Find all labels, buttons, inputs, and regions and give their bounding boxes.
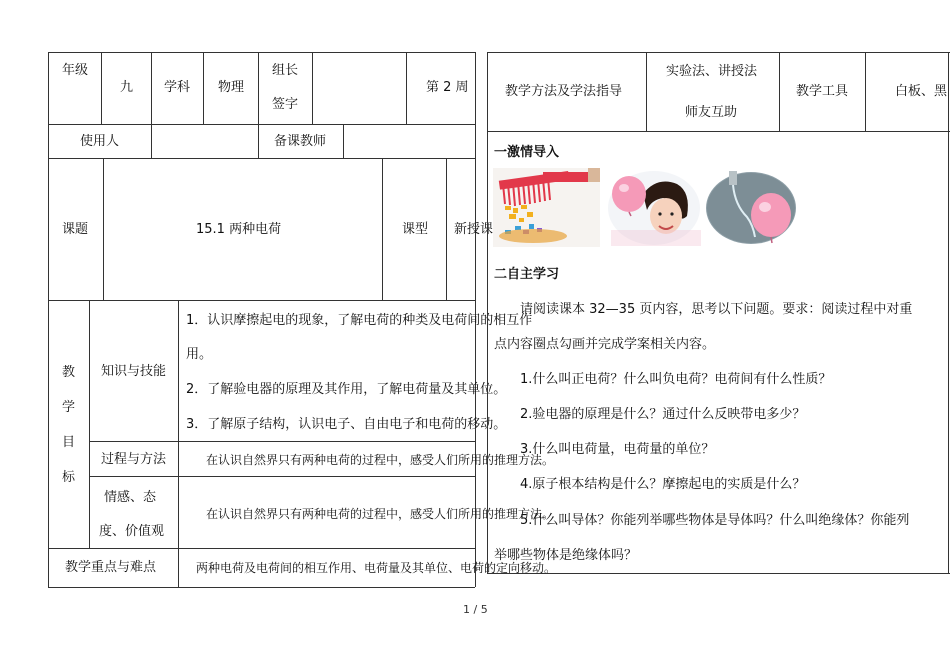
question-item: 5.什么叫导体？你能列举哪些物体是导体吗？什么叫绝缘体？你能列 [520,513,910,528]
subject-label: 学科 [164,80,191,95]
method-value: 师友互助 [685,105,738,120]
grade-label: 年级 [62,63,89,78]
goals-label-char: 标 [62,470,76,485]
table-rule [487,52,488,573]
table-rule [48,52,475,53]
table-rule [48,587,475,588]
table-rule [89,441,475,442]
table-rule [312,52,313,124]
comb-paper-image [493,168,600,247]
key-points-label: 教学重点与难点 [65,560,157,575]
process-text: 在认识自然界只有两种电荷的过程中，感受人们所用的推理方法。 [206,453,555,467]
table-rule [948,52,949,573]
knowledge-item: 用。 [186,347,213,362]
page-number: 1 / 5 [463,603,488,616]
question-item: 2.验电器的原理是什么？通过什么反映带电多少？ [520,407,806,422]
table-rule [343,124,344,158]
table-rule [487,131,950,132]
table-rule [151,52,152,158]
process-label: 过程与方法 [101,452,167,467]
table-rule [487,573,950,574]
leader-sign-label: 组长 [272,63,299,78]
table-rule [406,52,407,124]
goals-label-char: 目 [62,435,76,450]
table-rule [446,158,447,300]
goals-label-char: 教 [62,365,76,380]
emotion-label: 度、价值观 [99,524,165,539]
lesson-type-value: 新授课 [454,222,494,237]
question-item: 4.原子根本结构是什么？摩擦起电的实质是什么？ [520,477,806,492]
table-rule [89,300,90,548]
table-rule [48,300,475,301]
table-rule [646,52,647,131]
instruction-line: 点内容圈点勾画并完成学案相关内容。 [494,337,716,352]
knowledge-item: 2．了解验电器的原理及其作用，了解电荷量及其单位。 [186,382,507,397]
tools-label: 教学工具 [796,84,849,99]
prep-teacher-label: 备课教师 [274,134,327,149]
table-rule [779,52,780,131]
goals-label-char: 学 [62,400,76,415]
lesson-type-label: 课型 [402,222,429,237]
section-title-intro: 一激情导入 [494,145,560,160]
grade-value: 九 [120,80,134,95]
emotion-text: 在认识自然界只有两种电荷的过程中，感受人们所用的推理方法。 [206,507,555,521]
knowledge-item: 1．认识摩擦起电的现象，了解电荷的种类及电荷间的相互作 [186,313,533,328]
leader-sign-label: 签字 [272,97,299,112]
table-rule [48,52,49,587]
table-rule [48,124,475,125]
week-label: 第 2 周 [426,80,469,95]
table-rule [487,52,950,53]
emotion-label: 情感、态 [104,490,157,505]
question-item: 举哪些物体是绝缘体吗？ [494,548,638,563]
instruction-line: 请阅读课本 32—35 页内容，思考以下问题。要求：阅读过程中对重 [520,302,913,317]
subject-value: 物理 [218,80,245,95]
balloon-water-image [705,171,797,245]
table-rule [48,548,475,549]
knowledge-item: 3．了解原子结构，认识电子、自由电子和电荷的移动。 [186,417,507,432]
table-rule [178,300,179,587]
key-points-text: 两种电荷及电荷间的相互作用、电荷量及其单位、电荷的定向移动。 [196,561,557,575]
table-rule [101,52,102,124]
table-rule [48,158,475,159]
user-label: 使用人 [80,134,120,149]
question-item: 3.什么叫电荷量，电荷量的单位？ [520,442,715,457]
table-rule [203,52,204,124]
method-label: 教学方法及学法指导 [505,84,623,99]
table-rule [258,52,259,158]
question-item: 1.什么叫正电荷？什么叫负电荷？电荷间有什么性质？ [520,372,832,387]
table-rule [103,158,104,300]
balloon-hair-image [607,170,702,246]
topic-value: 15.1 两种电荷 [196,222,282,237]
knowledge-label: 知识与技能 [101,364,167,379]
table-rule [865,52,866,131]
topic-label: 课题 [62,222,89,237]
method-value: 实验法、讲授法 [666,64,758,79]
section-title-self-study: 二自主学习 [494,267,560,282]
table-rule [382,158,383,300]
table-rule [89,476,475,477]
tools-value: 白板、黑 [895,84,948,99]
